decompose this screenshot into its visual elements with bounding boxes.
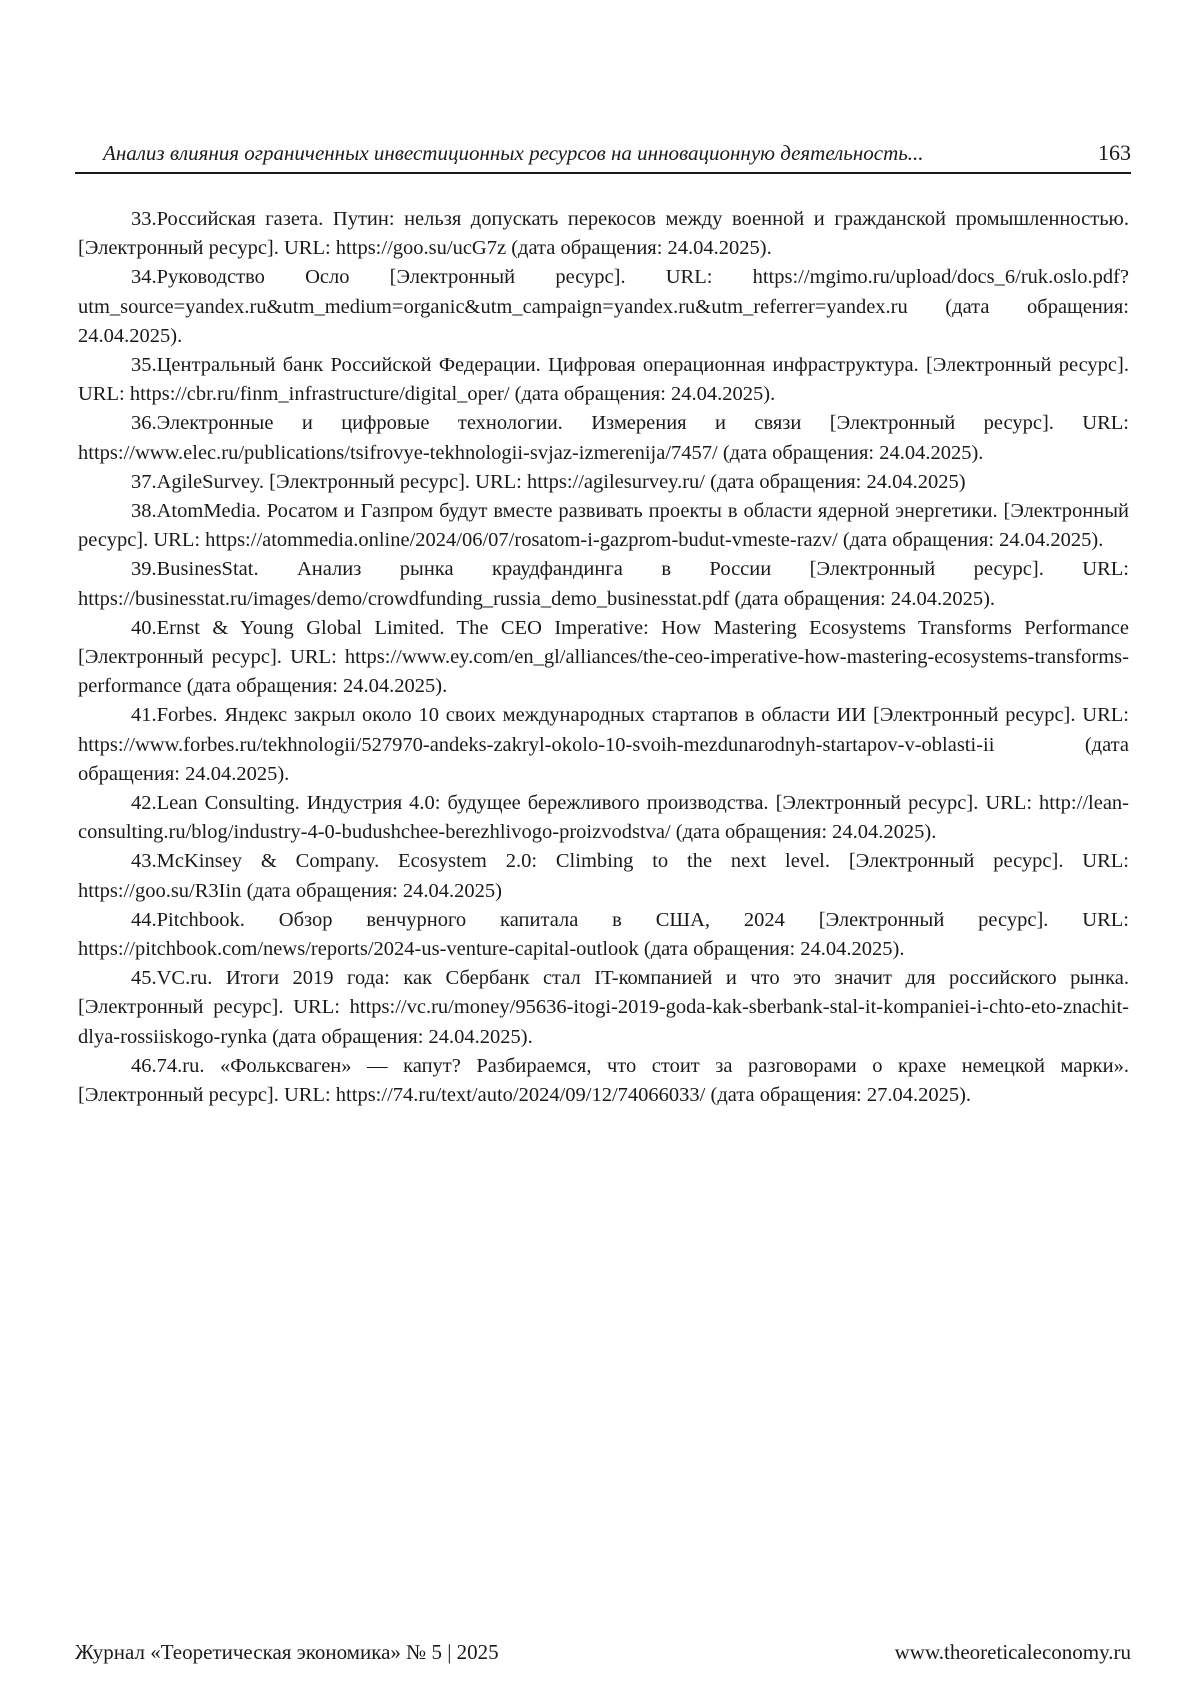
reference-number: 34. [131,266,157,288]
reference-item [78,555,1129,613]
reference-text: BusinesStat. Анализ рынка краудфандинга в России [Электронный ресурс]. URL: https://businesstat.ru/images/demo/crowdfunding_russia_demo_businesstat.pdf (дата обращения: 24.04.2025). [78,558,1129,609]
reference-text: AgileSurvey. [Электронный ресурс]. URL: https://agilesurvey.ru/ (дата обращения: 24.04.2025) [157,471,966,493]
reference-text: Руководство Осло [Электронный ресурс]. URL: https://mgimo.ru/upload/docs_6/ruk.oslo.pdf?utm_source=yandex.ru&utm_medium=organic&utm_campaign=yandex.ru&utm_referrer=yandex.ru (дата обращения: 24.04.2025). [78,266,1129,346]
reference-text: Российская газета. Путин: нельзя допускать перекосов между военной и гражданской промышленностью. [Электронный ресурс]. URL: https://goo.su/ucG7z (дата обращения: 24.04.2025). [78,208,1129,259]
journal-website-link[interactable]: www.theoreticaleconomy.ru [895,1640,1131,1665]
page-footer [75,1640,1131,1670]
reference-item [78,1052,1129,1110]
reference-item [78,497,1129,555]
reference-text: Forbes. Яндекс закрыл около 10 своих международных стартапов в области ИИ [Электронный ресурс]. URL: https://www.forbes.ru/tekhnologii/527970-andeks-zakryl-okolo-10-svoih-mezdunarodnyh-startapov-v-oblasti-ii (дата обращения: 24.04.2025). [78,704,1129,784]
page-header [75,138,1131,174]
reference-number: 43. [131,850,157,872]
reference-text: Ernst & Young Global Limited. The CEO Imperative: How Mastering Ecosystems Transforms Performance [Электронный ресурс]. URL: https://www.ey.com/en_gl/alliances/the-ceo-imperative-how-mastering-ecosystems-transforms-performance (дата обращения: 24.04.2025). [78,617,1129,697]
reference-item [78,409,1129,467]
reference-text: 74.ru. «Фольксваген» — капут? Разбираемся, что стоит за разговорами о крахе немецкой марки». [Электронный ресурс]. URL: https://74.ru/text/auto/2024/09/12/74066033/ (дата обращения: 27.04.2025). [78,1055,1129,1106]
reference-item [78,468,1129,497]
reference-item [78,906,1129,964]
reference-item [78,789,1129,847]
reference-number: 45. [131,967,157,989]
reference-number: 44. [131,909,157,931]
reference-number: 33. [131,208,157,230]
reference-item [78,614,1129,702]
reference-item [78,964,1129,1052]
reference-number: 35. [131,354,157,376]
reference-text: AtomMedia. Росатом и Газпром будут вместе развивать проекты в области ядерной энергетики. [Электронный ресурс]. URL: https://atommedia.online/2024/06/07/rosatom-i-gazprom-budut-vmeste-razv/ (дата обращения: 24.04.2025). [78,500,1129,551]
reference-text: Lean Consulting. Индустрия 4.0: будущее бережливого производства. [Электронный ресурс]. URL: http://lean-consulting.ru/blog/industry-4-0-budushchee-berezhlivogo-proizvodstva/ (дата обращения: 24.04.2025). [78,792,1129,843]
reference-item [78,847,1129,905]
reference-number: 38. [131,500,157,522]
reference-number: 37. [131,471,157,493]
reference-text: Pitchbook. Обзор венчурного капитала в США, 2024 [Электронный ресурс]. URL: https://pitchbook.com/news/reports/2024-us-venture-capital-outlook (дата обращения: 24.04.2025). [78,909,1129,960]
running-title: Анализ влияния ограниченных инвестиционных ресурсов на инновационную деятельность... [103,141,924,166]
reference-number: 46. [131,1055,157,1077]
reference-number: 39. [131,558,157,580]
reference-text: Центральный банк Российской Федерации. Цифровая операционная инфраструктура. [Электронный ресурс]. URL: https://cbr.ru/finm_infrastructure/digital_oper/ (дата обращения: 24.04.2025). [78,354,1129,405]
reference-item [78,205,1129,263]
journal-name: Журнал «Теоретическая экономика» № 5 | 2025 [75,1640,499,1665]
reference-list [78,205,1129,1110]
reference-number: 40. [131,617,157,639]
reference-item [78,351,1129,409]
page-number: 163 [1098,140,1131,166]
reference-number: 42. [131,792,157,814]
reference-number: 41. [131,704,157,726]
reference-item [78,701,1129,789]
reference-text: Электронные и цифровые технологии. Измерения и связи [Электронный ресурс]. URL: https://www.elec.ru/publications/tsifrovye-tekhnologii-svjaz-izmerenija/7457/ (дата обращения: 24.04.2025). [78,412,1129,463]
reference-text: VC.ru. Итоги 2019 года: как Сбербанк стал IT-компанией и что это значит для российского рынка. [Электронный ресурс]. URL: https://vc.ru/money/95636-itogi-2019-goda-kak-sberbank-stal-it-kompaniei-i-chto-eto-znachit-dlya-rossiiskogo-rynka (дата обращения: 24.04.2025). [78,967,1129,1047]
reference-item [78,263,1129,351]
reference-text: McKinsey & Company. Ecosystem 2.0: Climbing to the next level. [Электронный ресурс]. URL: https://goo.su/R3Iin (дата обращения: 24.04.2025) [78,850,1129,901]
reference-number: 36. [131,412,157,434]
